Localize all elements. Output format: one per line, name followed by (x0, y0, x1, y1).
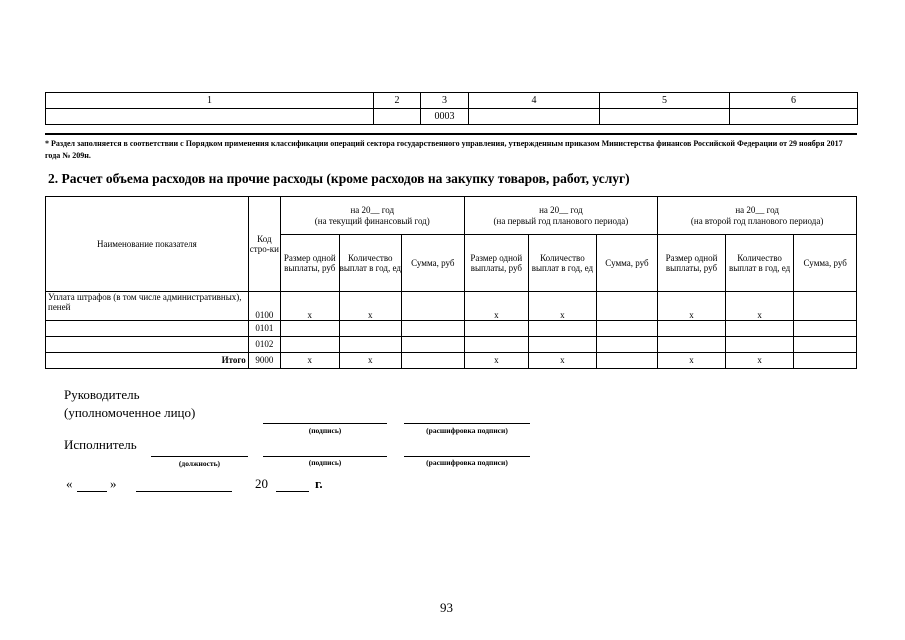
table-row (46, 321, 857, 337)
top-table-header-row (46, 93, 858, 109)
date-day-line (77, 491, 107, 492)
subcol-size: Размер одной выплаты, руб (658, 235, 726, 292)
row-cell: x (725, 292, 794, 321)
top-header-cell: 1 (46, 93, 374, 109)
period-year: на 20__ год (350, 205, 395, 216)
top-cell-code: 0003 (421, 109, 469, 125)
decode-caption: (расшифровка подписи) (426, 426, 508, 435)
top-header-cell: 5 (600, 93, 730, 109)
row-cell (596, 353, 658, 369)
row-code: 0100 (248, 292, 280, 321)
row-cell (464, 337, 529, 353)
row-cell (596, 292, 658, 321)
row-cell (339, 321, 402, 337)
executor-decode-line (404, 456, 530, 457)
row-cell: x (281, 353, 340, 369)
row-cell (339, 337, 402, 353)
expenses-table (45, 196, 857, 369)
subcol-size: Размер одной выплаты, руб (464, 235, 529, 292)
row-cell (402, 321, 465, 337)
subcol-size: Размер одной выплаты, руб (281, 235, 340, 292)
head-label: Руководитель (64, 387, 140, 402)
row-cell (725, 337, 794, 353)
row-cell (794, 337, 857, 353)
row-cell: x (339, 292, 402, 321)
top-cell (374, 109, 421, 125)
subcol-sum: Сумма, руб (402, 235, 465, 292)
table-header-row (46, 197, 857, 235)
page-number: 93 (440, 600, 453, 615)
top-header-cell: 3 (421, 93, 469, 109)
date-quote-close: » (110, 476, 117, 491)
row-cell (402, 337, 465, 353)
top-cell (600, 109, 730, 125)
row-cell: x (281, 292, 340, 321)
row-cell (658, 321, 726, 337)
period-header (464, 197, 658, 235)
section-title: 2. Расчет объема расходов на прочие расходы (кроме расходов на закупку товаров, работ, услуг) (48, 171, 630, 186)
top-header-cell: 4 (469, 93, 600, 109)
top-table (45, 92, 858, 125)
row-cell (725, 321, 794, 337)
table-total-row (46, 353, 857, 369)
period-header (658, 197, 857, 235)
row-cell (794, 353, 857, 369)
row-cell: x (725, 353, 794, 369)
period-desc: (на первый год планового периода) (493, 215, 629, 226)
executor-signature-line (263, 456, 387, 457)
position-caption: (должность) (178, 459, 221, 468)
row-cell (658, 337, 726, 353)
table-row (46, 292, 857, 321)
row-cell: x (529, 353, 597, 369)
row-cell (281, 337, 340, 353)
row-cell (529, 337, 597, 353)
head-label-sub: (уполномоченное лицо) (64, 405, 196, 420)
top-header-cell: 6 (730, 93, 858, 109)
row-code: 9000 (248, 353, 280, 369)
executor-label: Исполнитель (64, 437, 137, 452)
top-table-row (46, 109, 858, 125)
date-month-line (136, 491, 232, 492)
date-year-prefix: 20 (255, 476, 268, 491)
top-cell (469, 109, 600, 125)
table-row (46, 337, 857, 353)
executor-position-line (151, 456, 248, 457)
row-cell (281, 321, 340, 337)
subcol-count: Количество выплат в год, ед (529, 235, 597, 292)
row-cell: x (464, 292, 529, 321)
row-name (46, 321, 249, 337)
row-cell: x (339, 353, 402, 369)
row-cell (529, 321, 597, 337)
top-header-cell: 2 (374, 93, 421, 109)
period-desc: (на второй год планового периода) (690, 215, 824, 226)
row-name (46, 337, 249, 353)
signature-caption: (подпись) (308, 426, 342, 435)
period-year: на 20__ год (539, 205, 583, 216)
decode-caption: (расшифровка подписи) (426, 458, 508, 467)
row-cell: x (529, 292, 597, 321)
head-decode-line (404, 423, 530, 424)
row-name: Уплата штрафов (в том числе административных), пеней (46, 292, 249, 321)
period-year: на 20__ год (735, 205, 779, 216)
date-year-suffix: г. (315, 476, 323, 491)
row-cell: x (658, 292, 726, 321)
row-code: 0101 (248, 321, 280, 337)
date-quote-open: « (66, 476, 73, 491)
top-cell (730, 109, 858, 125)
signature-caption: (подпись) (308, 458, 342, 467)
col-name-header: Наименование показателя (46, 197, 249, 292)
row-cell (794, 292, 857, 321)
col-code-header: Код стро-ки (248, 197, 280, 292)
row-cell (402, 292, 465, 321)
footnote: * Раздел заполняется в соответствии с Порядком применения классификации операций сектора государственного управления, утвержденным приказом Министерства финансов Российской Федерации от 29 ноября 2017 года № 209н. (45, 139, 843, 160)
row-cell (464, 321, 529, 337)
period-desc: (на текущий финансовый год) (314, 215, 430, 226)
subcol-sum: Сумма, руб (794, 235, 857, 292)
row-cell (402, 353, 465, 369)
subcol-sum: Сумма, руб (596, 235, 658, 292)
section-divider (45, 133, 857, 135)
top-cell (46, 109, 374, 125)
row-cell (596, 321, 658, 337)
date-year-line (276, 491, 309, 492)
row-cell (596, 337, 658, 353)
total-label: Итого (46, 353, 249, 369)
row-cell: x (464, 353, 529, 369)
row-cell: x (658, 353, 726, 369)
row-cell (794, 321, 857, 337)
subcol-count: Количество выплат в год, ед (725, 235, 794, 292)
row-code: 0102 (248, 337, 280, 353)
period-header (281, 197, 465, 235)
subcol-count: Количество выплат в год, ед (339, 235, 402, 292)
head-signature-line (263, 423, 387, 424)
